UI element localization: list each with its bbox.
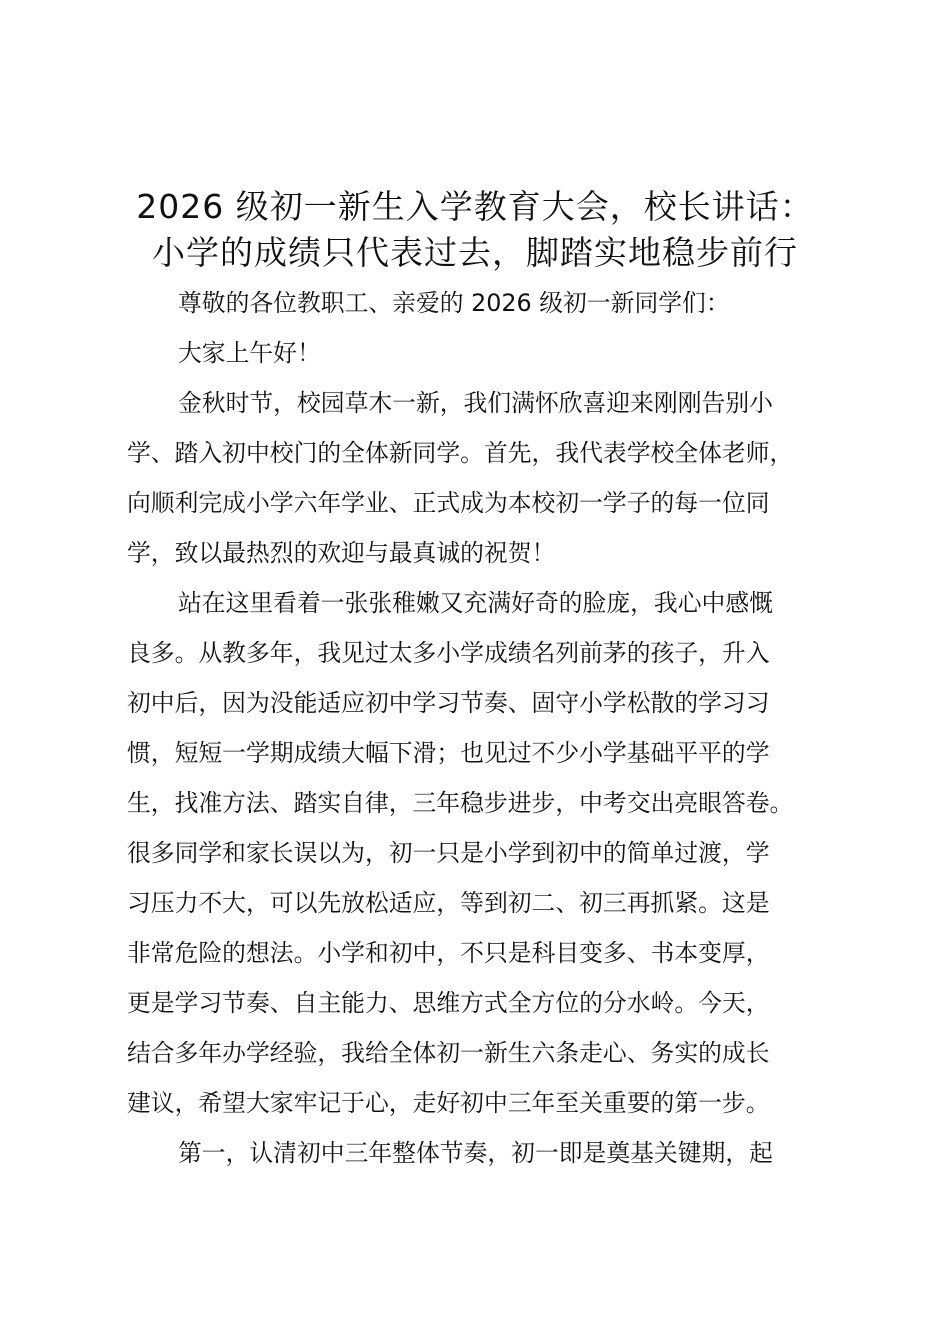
paragraph-welcome [127,378,833,578]
text-line: 惯，短短一学期成绩大幅下滑；也见过不少小学基础平平的学 [127,739,770,767]
document-body [127,278,833,1178]
text-line: 站在这里看着一张张稚嫩又充满好奇的脸庞，我心中感慨 [178,589,773,617]
text-line: 非常危险的想法。小学和初中，不只是科目变多、书本变厚， [127,939,770,967]
text-line: 初中后，因为没能适应初中学习节奏、固守小学松散的学习习 [127,689,770,717]
greeting-line: 大家上午好！ [178,339,321,367]
text-line: 更是学习节奏、自主能力、思维方式全方位的分水岭。今天， [127,989,770,1017]
paragraph-reflection [127,578,833,1128]
text-line: 良多。从教多年，我见过太多小学成绩名列前茅的孩子，升入 [127,639,770,667]
text-line: 建议，希望大家牢记于心，走好初中三年至关重要的第一步。 [127,1089,770,1117]
text-line: 结合多年办学经验，我给全体初一新生六条走心、务实的成长 [127,1039,770,1067]
text-line: 学、踏入初中校门的全体新同学。首先，我代表学校全体老师， [127,439,794,467]
text-line: 很多同学和家长误以为，初一只是小学到初中的简单过渡，学 [127,839,770,867]
greeting [127,328,833,378]
title-line-2: 小学的成绩只代表过去，脚踏实地稳步前行 [152,233,798,272]
text-line: 学，致以最热烈的欢迎与最真诚的祝贺！ [127,539,556,567]
salutation-line: 尊敬的各位教职工、亲爱的 2026 级初一新同学们： [178,289,730,317]
text-line: 第一，认清初中三年整体节奏，初一即是奠基关键期，起 [178,1139,773,1167]
text-line: 金秋时节，校园草木一新，我们满怀欣喜迎来刚刚告别小 [178,389,773,417]
paragraph-first-point [127,1128,833,1178]
text-line: 生，找准方法、踏实自律，三年稳步进步，中考交出亮眼答卷。 [127,789,794,817]
text-line: 向顺利完成小学六年学业、正式成为本校初一学子的每一位同 [127,489,770,517]
text-line: 习压力不大，可以先放松适应，等到初二、初三再抓紧。这是 [127,889,770,917]
title-line-1: 2026 级初一新生入学教育大会，校长讲话： [136,187,814,226]
document-title [110,184,840,276]
salutation [127,278,833,328]
